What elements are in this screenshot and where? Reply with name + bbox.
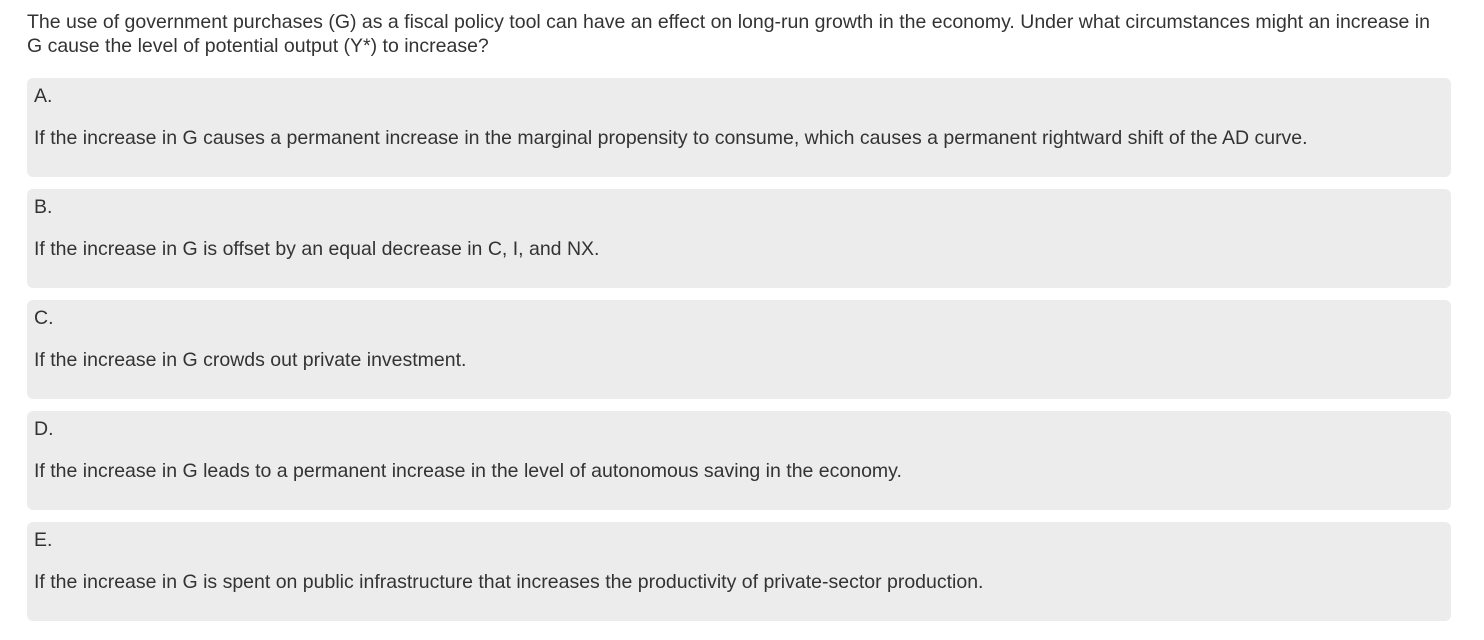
option-text: If the increase in G crowds out private investment. [34,349,467,371]
option-d[interactable] [27,411,1451,510]
option-a[interactable] [27,78,1451,177]
answer-options [27,78,1451,633]
option-letter: A. [34,85,53,107]
option-c[interactable] [27,300,1451,399]
option-letter: E. [34,529,53,551]
option-text: If the increase in G is offset by an equal decrease in C, I, and NX. [34,238,600,260]
option-text: If the increase in G is spent on public infrastructure that increases the productivity of private-sector production. [34,571,984,593]
option-text: If the increase in G leads to a permanent increase in the level of autonomous saving in the economy. [34,460,902,482]
question-text: The use of government purchases (G) as a fiscal policy tool can have an effect on long-run growth in the economy. Under what circumstances might an increase in G cause the level of potential output (Y*) to increase? [27,11,1430,57]
option-text: If the increase in G causes a permanent increase in the marginal propensity to consume, which causes a permanent rightward shift of the AD curve. [34,127,1308,149]
option-letter: C. [34,307,54,329]
option-letter: D. [34,418,54,440]
option-b[interactable] [27,189,1451,288]
option-letter: B. [34,196,53,218]
option-e[interactable] [27,522,1451,621]
